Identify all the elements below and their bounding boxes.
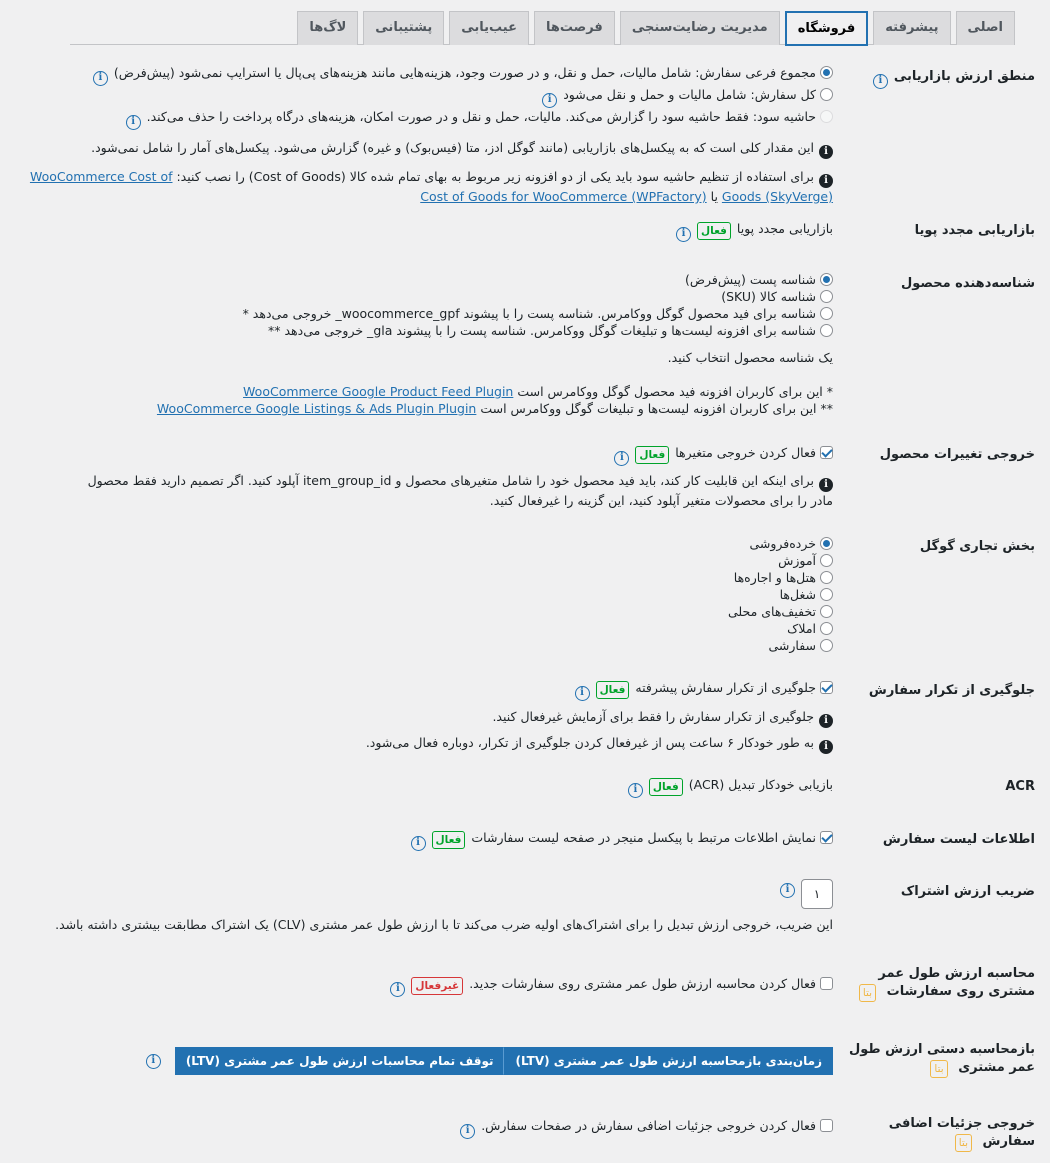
radio-post-id[interactable] <box>820 273 833 286</box>
tab-advanced[interactable]: پیشرفته <box>873 11 950 45</box>
option-real-estate[interactable]: املاک <box>15 620 833 637</box>
dynamic-remarketing-label: بازاریابی مجدد پویا <box>914 223 1035 238</box>
status-badge: فعال <box>432 831 466 849</box>
cog-plugins-note: iبرای استفاده از تنظیم حاشیه سود باید یکی از دو افزونه زیر مربوط به بهای تمام شده کالا (Cost of Goods) را نصب کنید: WooCommerce Cost of Goods (SkyVerge) یا Cost of Goods for WooCommerce (WPFactory) <box>29 169 833 204</box>
option-custom[interactable]: سفارشی <box>15 637 833 654</box>
variations-note: iبرای اینکه این قابلیت کار کند، باید فید محصول خود را شامل متغیرهای محصول و item_group_id آپلود کنید. اگر تصمیم دارید فقط محصول مادر را برای محصولات متغیر آپلود کنید، این گزینه را غیرفعال کنید. <box>87 473 833 508</box>
info-icon[interactable]: i <box>460 1124 475 1139</box>
subscription-note: این ضریب، خروجی ارزش تبدیل را برای اشتراک‌های اولیه ضرب می‌کند تا با ارزش طول عمر مشتری (CLV) یک اشتراک مطابقت بیشتری داشته باشد. <box>55 917 833 932</box>
status-badge: فعال <box>596 681 630 699</box>
ltv-manual-label: بازمحاسبه دستی ارزش طول عمر مشتری بتا <box>840 1041 1035 1078</box>
radio-retail[interactable] <box>820 537 833 550</box>
extra-details-field <box>15 1117 833 1139</box>
option-post-id[interactable]: شناسه پست (پیش‌فرض) <box>15 271 833 288</box>
radio-profit-margin <box>820 110 833 123</box>
radio-education[interactable] <box>820 554 833 567</box>
radio-local-deals[interactable] <box>820 605 833 618</box>
info-filled-icon: i <box>819 174 833 188</box>
beta-badge: بتا <box>955 1134 972 1152</box>
schedule-ltv-recalculation-button[interactable]: زمان‌بندی بازمحاسبه ارزش طول عمر مشتری (LTV) <box>504 1047 833 1075</box>
radio-gpf-id[interactable] <box>820 307 833 320</box>
variations-option[interactable]: فعال کردن خروجی متغیرهافعالi <box>65 444 833 466</box>
radio-gla-id[interactable] <box>820 324 833 337</box>
extra-details-label: خروجی جزئیات اضافی سفارش بتا <box>840 1115 1035 1152</box>
info-icon[interactable]: i <box>146 1054 161 1069</box>
marketing-value-field <box>15 64 833 205</box>
info-icon[interactable]: i <box>614 451 629 466</box>
info-filled-icon: i <box>819 714 833 728</box>
option-hotels[interactable]: هتل‌ها و اجاره‌ها <box>15 569 833 586</box>
link-cog-skyverge[interactable]: WooCommerce Cost of Goods (SkyVerge) <box>29 169 833 204</box>
info-icon[interactable]: i <box>126 115 141 130</box>
status-badge: فعال <box>635 446 669 464</box>
duplication-option[interactable]: جلوگیری از تکرار سفارش پیشرفتهفعالi <box>15 679 833 701</box>
beta-badge: بتا <box>859 984 876 1002</box>
option-local-deals[interactable]: تخفیف‌های محلی <box>15 603 833 620</box>
info-filled-icon: i <box>819 478 833 492</box>
extra-details-option[interactable]: فعال کردن خروجی جزئیات اضافی سفارش در صفحات سفارش.i <box>15 1117 833 1139</box>
variations-field <box>65 444 833 509</box>
link-cog-wpfactory[interactable]: Cost of Goods for WooCommerce (WPFactory) <box>420 189 707 204</box>
info-icon[interactable]: i <box>93 71 108 86</box>
option-jobs[interactable]: شغل‌ها <box>15 586 833 603</box>
marketing-value-note: iاین مقدار کلی است که به پیکسل‌های بازاریابی (مانند گوگل ادز، متا (فیس‌بوک) و غیره) گزارش می‌شود. پیکسل‌های آمار را شامل نمی‌شود. <box>15 139 833 159</box>
order-list-field <box>15 829 833 851</box>
order-list-checkbox[interactable] <box>820 831 833 844</box>
acr-field: بازیابی خودکار تبدیل (ACR)فعالi <box>15 776 833 798</box>
info-icon[interactable]: i <box>390 982 405 997</box>
product-identifier-hint: یک شناسه محصول انتخاب کنید. <box>667 350 833 365</box>
variations-label: خروجی تغییرات محصول <box>879 447 1035 462</box>
ltv-orders-label: محاسبه ارزش طول عمر مشتری روی سفارشات بتا <box>840 965 1035 1002</box>
info-icon[interactable]: i <box>873 74 888 89</box>
google-vertical-label: بخش تجاری گوگل <box>919 539 1035 554</box>
ltv-manual-field <box>15 1047 833 1075</box>
beta-badge: بتا <box>930 1060 947 1078</box>
option-education[interactable]: آموزش <box>15 552 833 569</box>
status-badge: فعال <box>697 222 731 240</box>
footnote-gla: ** این برای کاربران افزونه لیست‌ها و تبلیغات گوگل ووکامرس است WooCommerce Google Listings & Ads Plugin Plugin <box>156 401 833 416</box>
dynamic-remarketing-field: بازاریابی مجدد پویافعالi <box>15 220 833 242</box>
duplication-note-1: iجلوگیری از تکرار سفارش را فقط برای آزمایش غیرفعال کنید. <box>15 708 833 728</box>
radio-order-total[interactable] <box>820 88 833 101</box>
ltv-orders-checkbox[interactable] <box>820 977 833 990</box>
option-subtotal[interactable]: مجموع فرعی سفارش: شامل مالیات، حمل و نقل، و در صورت وجود، هزینه‌هایی مانند هزینه‌های پی‌پال یا استرایپ نمی‌شود (پیش‌فرض)i <box>15 64 833 86</box>
order-list-label: اطلاعات لیست سفارش <box>882 832 1035 847</box>
link-gpf-plugin[interactable]: WooCommerce Google Product Feed Plugin <box>243 384 514 399</box>
radio-custom[interactable] <box>820 639 833 652</box>
ltv-orders-option[interactable]: فعال کردن محاسبه ارزش طول عمر مشتری روی سفارشات جدید.غیرفعالi <box>15 975 833 997</box>
status-badge: فعال <box>649 778 683 796</box>
duplication-checkbox[interactable] <box>820 681 833 694</box>
radio-sku[interactable] <box>820 290 833 303</box>
extra-details-checkbox[interactable] <box>820 1119 833 1132</box>
radio-subtotal[interactable] <box>820 66 833 79</box>
info-filled-icon: i <box>819 145 833 159</box>
tab-opportunities[interactable]: فرصت‌ها <box>534 11 615 45</box>
order-list-option[interactable]: نمایش اطلاعات مرتبط با پیکسل منیجر در صفحه لیست سفارشاتفعالi <box>15 829 833 851</box>
product-identifier-field <box>15 271 833 417</box>
info-filled-icon: i <box>819 740 833 754</box>
duplication-note-2: iبه طور خودکار ۶ ساعت پس از غیرفعال کردن جلوگیری از تکرار، دوباره فعال می‌شود. <box>15 734 833 754</box>
product-identifier-label: شناسه‌دهنده محصول <box>901 276 1035 291</box>
info-icon[interactable]: i <box>542 93 557 108</box>
tab-main[interactable]: اصلی <box>956 11 1015 45</box>
info-icon[interactable]: i <box>628 783 643 798</box>
tab-shop[interactable]: فروشگاه <box>785 11 869 46</box>
option-gpf-id[interactable]: شناسه برای فید محصول گوگل ووکامرس. شناسه پست را با پیشوند woocommerce_gpf_ خروجی می‌دهد * <box>15 305 833 322</box>
option-retail[interactable]: خرده‌فروشی <box>15 535 833 552</box>
status-badge: غیرفعال <box>411 977 463 995</box>
subscription-multiplier-input[interactable]: ۱ <box>801 879 833 909</box>
option-sku[interactable]: شناسه کالا (SKU) <box>15 288 833 305</box>
tab-logs[interactable]: لاگ‌ها <box>297 11 358 45</box>
duplication-field <box>15 679 833 754</box>
stop-ltv-calculations-button[interactable]: توقف تمام محاسبات ارزش طول عمر مشتری (LTV) <box>175 1047 505 1075</box>
subscription-label: ضریب ارزش اشتراک <box>900 884 1035 899</box>
ltv-orders-field <box>15 975 833 997</box>
info-icon[interactable]: i <box>575 686 590 701</box>
variations-checkbox[interactable] <box>820 446 833 459</box>
marketing-value-label: منطق ارزش بازاریابیi <box>840 68 1035 89</box>
info-icon[interactable]: i <box>780 883 795 898</box>
acr-label: ACR <box>1005 779 1035 794</box>
info-icon[interactable]: i <box>411 836 426 851</box>
option-profit-margin: حاشیه سود: فقط حاشیه سود را گزارش می‌کند. مالیات، حمل و نقل و در صورت امکان، هزینه‌های درگاه پرداخت را حذف می‌کند.i <box>15 108 833 130</box>
radio-real-estate[interactable] <box>820 622 833 635</box>
link-gla-plugin[interactable]: WooCommerce Google Listings & Ads Plugin Plugin <box>156 401 477 416</box>
radio-hotels[interactable] <box>820 571 833 584</box>
footnote-gpf: * این برای کاربران افزونه فید محصول گوگل ووکامرس است WooCommerce Google Product Feed Plugin <box>243 384 833 399</box>
tab-support[interactable]: پشتیبانی <box>363 11 444 45</box>
option-order-total[interactable]: کل سفارش: شامل مالیات و حمل و نقل می‌شودi <box>15 86 833 108</box>
info-icon[interactable]: i <box>676 227 691 242</box>
tab-diagnostics[interactable]: عیب‌یابی <box>449 11 529 45</box>
google-vertical-field <box>15 535 833 654</box>
duplication-label: جلوگیری از تکرار سفارش <box>868 683 1035 698</box>
option-gla-id[interactable]: شناسه برای افزونه لیست‌ها و تبلیغات گوگل ووکامرس. شناسه پست را با پیشوند gla_ خروجی می‌دهد ** <box>15 322 833 339</box>
tab-consent-management[interactable]: مدیریت رضایت‌سنجی <box>620 11 780 45</box>
settings-tabs <box>70 11 1015 45</box>
subscription-field <box>15 879 833 933</box>
radio-jobs[interactable] <box>820 588 833 601</box>
